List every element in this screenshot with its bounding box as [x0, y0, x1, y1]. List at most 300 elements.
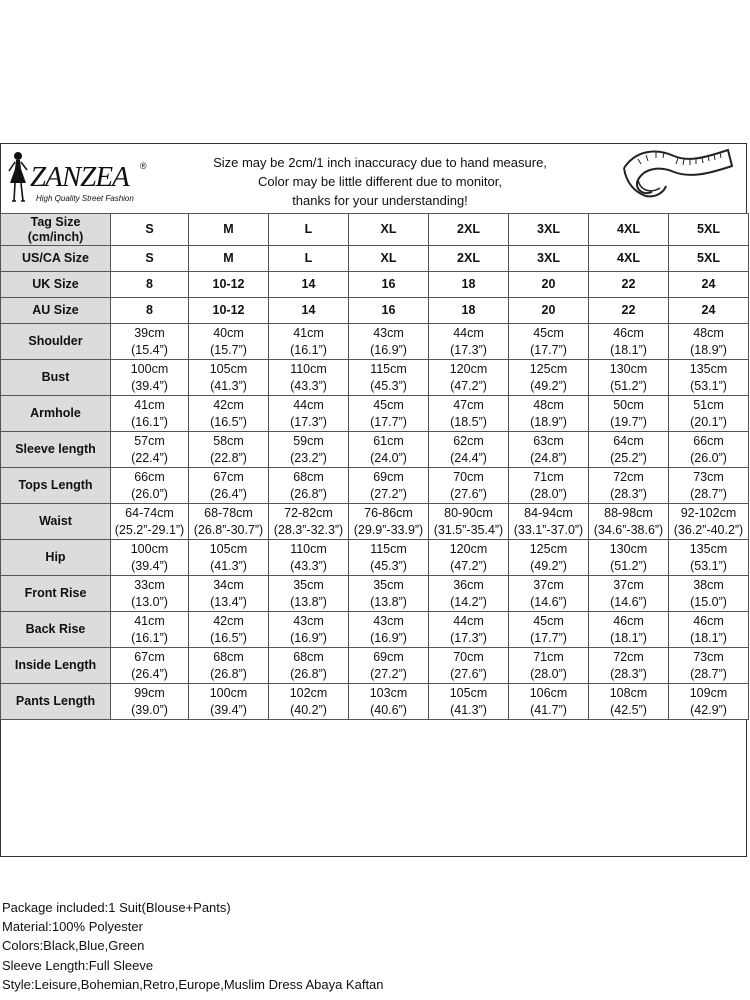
size-chart-sheet: [0, 143, 750, 992]
value-cm: 72-82cm: [284, 505, 333, 520]
note-package: Package included:1 Suit(Blouse+Pants): [2, 900, 231, 915]
value-cm: 105cm: [449, 685, 488, 700]
value-cm: 68cm: [213, 649, 244, 664]
value-inch: (23.2”): [290, 450, 327, 465]
measurement-cell: [111, 360, 189, 396]
value-cm: 37cm: [613, 577, 644, 592]
value-cm: 45cm: [533, 325, 564, 340]
product-notes: [2, 898, 384, 994]
measurement-row: [1, 684, 749, 720]
measurement-cell: [669, 540, 749, 576]
value-inch: (39.0”): [131, 702, 168, 717]
value-inch: (39.4”): [131, 558, 168, 573]
value-inch: (22.8”): [210, 450, 247, 465]
value-inch: (13.0”): [131, 594, 168, 609]
size-header-row: [1, 214, 749, 246]
value-inch: (24.8”): [530, 450, 567, 465]
value-inch: (13.8”): [290, 594, 327, 609]
value-inch: (41.3”): [210, 378, 247, 393]
value-inch: (18.1”): [690, 630, 727, 645]
value-inch: (27.2”): [370, 486, 407, 501]
value-cm: 68cm: [293, 469, 324, 484]
size-cell: L: [269, 214, 349, 246]
size-cell: 8: [111, 272, 189, 298]
value-inch: (26.8”): [210, 666, 247, 681]
value-cm: 48cm: [693, 325, 724, 340]
value-cm: 100cm: [130, 541, 169, 556]
measurement-cell: [509, 360, 589, 396]
value-inch: (17.3”): [450, 630, 487, 645]
value-inch: (15.7”): [210, 342, 247, 357]
value-cm: 44cm: [453, 613, 484, 628]
value-cm: 120cm: [449, 361, 488, 376]
value-cm: 39cm: [134, 325, 165, 340]
value-cm: 102cm: [289, 685, 328, 700]
measurement-cell: [669, 612, 749, 648]
value-inch: (16.5”): [210, 414, 247, 429]
value-inch: (53.1”): [690, 378, 727, 393]
value-inch: (45.3”): [370, 558, 407, 573]
row-label: Back Rise: [1, 612, 111, 648]
value-inch: (17.7”): [530, 630, 567, 645]
value-cm: 66cm: [134, 469, 165, 484]
value-inch: (16.1”): [131, 414, 168, 429]
value-inch: (42.5”): [610, 702, 647, 717]
value-cm: 45cm: [373, 397, 404, 412]
measurement-cell: [349, 324, 429, 360]
woman-silhouette-icon: [4, 149, 32, 207]
row-label: Bust: [1, 360, 111, 396]
value-cm: 50cm: [613, 397, 644, 412]
value-inch: (27.2”): [370, 666, 407, 681]
value-cm: 43cm: [373, 613, 404, 628]
value-inch: (33.1”-37.0”): [513, 522, 584, 537]
measurement-cell: [429, 612, 509, 648]
measurement-cell: [589, 468, 669, 504]
value-cm: 61cm: [373, 433, 404, 448]
value-inch: (31.5”-35.4”): [433, 522, 504, 537]
measurement-cell: [189, 468, 269, 504]
measurement-cell: [669, 360, 749, 396]
value-cm: 108cm: [609, 685, 648, 700]
value-inch: (26.0”): [690, 450, 727, 465]
size-cell: 5XL: [669, 246, 749, 272]
size-cell: 24: [669, 272, 749, 298]
value-inch: (14.2”): [450, 594, 487, 609]
measurement-cell: [589, 612, 669, 648]
value-cm: 33cm: [134, 577, 165, 592]
row-label: Hip: [1, 540, 111, 576]
value-cm: 110cm: [290, 541, 327, 556]
value-cm: 109cm: [689, 685, 728, 700]
row-label: Inside Length: [1, 648, 111, 684]
value-cm: 46cm: [693, 613, 724, 628]
value-cm: 36cm: [453, 577, 484, 592]
value-cm: 100cm: [209, 685, 248, 700]
value-cm: 44cm: [453, 325, 484, 340]
value-cm: 69cm: [373, 649, 404, 664]
value-inch: (43.3”): [290, 558, 327, 573]
value-cm: 51cm: [693, 397, 724, 412]
value-inch: (25.2”-29.1”): [114, 522, 185, 537]
measurement-row: [1, 648, 749, 684]
measurement-cell: [589, 396, 669, 432]
measurement-cell: [349, 504, 429, 540]
value-inch: (14.6”): [610, 594, 647, 609]
measuring-tape-icon: [616, 146, 736, 208]
note-material: Material:100% Polyester: [2, 919, 143, 935]
row-label: UK Size: [1, 272, 111, 298]
value-cm: 67cm: [134, 649, 165, 664]
value-cm: 41cm: [134, 613, 165, 628]
value-cm: 59cm: [293, 433, 324, 448]
size-cell: 20: [509, 272, 589, 298]
measurement-cell: [269, 576, 349, 612]
measurement-cell: [669, 468, 749, 504]
note-style: Style:Leisure,Bohemian,Retro,Europe,Muslim Dress Abaya Kaftan: [2, 976, 384, 992]
value-inch: (40.2”): [290, 702, 327, 717]
value-inch: (26.8”): [290, 666, 327, 681]
value-inch: (39.4”): [210, 702, 247, 717]
value-cm: 68cm: [293, 649, 324, 664]
value-inch: (27.6”): [450, 486, 487, 501]
value-cm: 106cm: [529, 685, 568, 700]
measurement-cell: [509, 684, 589, 720]
measurement-cell: [589, 540, 669, 576]
measurement-cell: [589, 360, 669, 396]
size-cell: 16: [349, 272, 429, 298]
measurement-cell: [429, 468, 509, 504]
value-inch: (28.0”): [530, 486, 567, 501]
measurement-cell: [111, 576, 189, 612]
measurement-cell: [589, 324, 669, 360]
value-inch: (47.2”): [450, 378, 487, 393]
measurement-cell: [269, 504, 349, 540]
measurement-cell: [349, 468, 429, 504]
value-cm: 69cm: [373, 469, 404, 484]
measurement-cell: [111, 612, 189, 648]
measurement-cell: [111, 504, 189, 540]
value-inch: (24.0”): [370, 450, 407, 465]
measurement-cell: [189, 360, 269, 396]
size-cell: 2XL: [429, 214, 509, 246]
value-inch: (43.3”): [290, 378, 327, 393]
value-inch: (28.3”): [610, 486, 647, 501]
value-cm: 115cm: [370, 361, 407, 376]
value-inch: (15.0”): [690, 594, 727, 609]
row-label: Tops Length: [1, 468, 111, 504]
measurement-cell: [269, 468, 349, 504]
value-cm: 125cm: [529, 361, 568, 376]
measurement-cell: [429, 324, 509, 360]
value-cm: 92-102cm: [680, 505, 737, 520]
measurement-cell: [269, 648, 349, 684]
measurement-cell: [189, 540, 269, 576]
size-cell: 5XL: [669, 214, 749, 246]
value-inch: (14.6”): [530, 594, 567, 609]
row-label: Shoulder: [1, 324, 111, 360]
value-cm: 57cm: [134, 433, 165, 448]
measurement-cell: [269, 396, 349, 432]
row-label: Waist: [1, 504, 111, 540]
measurement-cell: [189, 648, 269, 684]
measurement-cell: [111, 324, 189, 360]
value-inch: (26.8”): [290, 486, 327, 501]
measurement-cell: [509, 468, 589, 504]
value-inch: (41.3”): [210, 558, 247, 573]
value-inch: (16.5”): [210, 630, 247, 645]
value-cm: 44cm: [293, 397, 324, 412]
value-cm: 73cm: [693, 469, 724, 484]
value-inch: (18.1”): [610, 630, 647, 645]
measurement-cell: [429, 360, 509, 396]
size-cell: 4XL: [589, 246, 669, 272]
value-inch: (22.4”): [131, 450, 168, 465]
measurement-row: [1, 540, 749, 576]
row-label: AU Size: [1, 298, 111, 324]
size-cell: 16: [349, 298, 429, 324]
value-cm: 73cm: [693, 649, 724, 664]
value-cm: 135cm: [689, 361, 728, 376]
measurement-cell: [189, 576, 269, 612]
registered-mark: ®: [140, 161, 147, 171]
value-cm: 72cm: [613, 649, 644, 664]
measurement-cell: [509, 648, 589, 684]
brand-name: ZANZEA: [30, 161, 129, 193]
size-cell: M: [189, 246, 269, 272]
measurement-cell: [269, 540, 349, 576]
value-inch: (18.9”): [690, 342, 727, 357]
measurement-cell: [349, 612, 429, 648]
notice-line: Color may be little different due to monitor,: [258, 174, 502, 189]
size-cell: L: [269, 246, 349, 272]
size-cell: 24: [669, 298, 749, 324]
value-cm: 71cm: [533, 469, 564, 484]
value-cm: 110cm: [290, 361, 327, 376]
measurement-cell: [669, 396, 749, 432]
size-cell: XL: [349, 214, 429, 246]
measurement-cell: [509, 612, 589, 648]
value-inch: (20.1”): [690, 414, 727, 429]
measurement-cell: [111, 540, 189, 576]
measurement-cell: [429, 504, 509, 540]
brand-logo: [4, 149, 154, 209]
value-cm: 35cm: [293, 577, 324, 592]
measurement-cell: [189, 432, 269, 468]
size-cell: 14: [269, 272, 349, 298]
value-inch: (16.9”): [370, 342, 407, 357]
measurement-cell: [669, 432, 749, 468]
value-cm: 99cm: [134, 685, 165, 700]
measurement-cell: [429, 576, 509, 612]
measurement-cell: [269, 612, 349, 648]
value-cm: 84-94cm: [524, 505, 573, 520]
measurement-notice: [160, 153, 600, 210]
value-cm: 40cm: [213, 325, 244, 340]
measurement-cell: [111, 396, 189, 432]
measurement-cell: [669, 324, 749, 360]
row-label: Tag Size (cm/inch): [1, 214, 111, 246]
size-cell: 10-12: [189, 298, 269, 324]
value-inch: (17.7”): [370, 414, 407, 429]
value-cm: 120cm: [449, 541, 488, 556]
value-cm: 130cm: [609, 361, 648, 376]
measurement-cell: [429, 648, 509, 684]
value-inch: (24.4”): [450, 450, 487, 465]
value-inch: (49.2”): [530, 378, 567, 393]
value-inch: (26.4”): [210, 486, 247, 501]
value-inch: (53.1”): [690, 558, 727, 573]
size-header-row: [1, 298, 749, 324]
measurement-cell: [269, 324, 349, 360]
measurement-cell: [669, 576, 749, 612]
value-inch: (17.3”): [290, 414, 327, 429]
value-inch: (13.4”): [210, 594, 247, 609]
value-inch: (47.2”): [450, 558, 487, 573]
value-inch: (15.4”): [131, 342, 168, 357]
measurement-cell: [349, 396, 429, 432]
note-sleeve: Sleeve Length:Full Sleeve: [2, 957, 154, 973]
size-cell: XL: [349, 246, 429, 272]
value-inch: (51.2”): [610, 378, 647, 393]
value-inch: (13.8”): [370, 594, 407, 609]
row-label: Pants Length: [1, 684, 111, 720]
value-inch: (41.3”): [450, 702, 487, 717]
value-cm: 64cm: [613, 433, 644, 448]
value-inch: (28.7”): [690, 486, 727, 501]
value-cm: 67cm: [213, 469, 244, 484]
value-inch: (18.1”): [610, 342, 647, 357]
value-cm: 43cm: [373, 325, 404, 340]
value-inch: (16.1”): [290, 342, 327, 357]
value-cm: 41cm: [293, 325, 324, 340]
value-cm: 45cm: [533, 613, 564, 628]
measurement-cell: [111, 468, 189, 504]
value-cm: 76-86cm: [364, 505, 413, 520]
value-inch: (19.7”): [610, 414, 647, 429]
chart-header: [0, 143, 750, 213]
measurement-cell: [429, 540, 509, 576]
value-cm: 35cm: [373, 577, 404, 592]
measurement-cell: [189, 504, 269, 540]
size-cell: 14: [269, 298, 349, 324]
size-cell: 18: [429, 272, 509, 298]
row-label: Armhole: [1, 396, 111, 432]
row-label: US/CA Size: [1, 246, 111, 272]
value-inch: (51.2”): [610, 558, 647, 573]
value-cm: 37cm: [533, 577, 564, 592]
value-cm: 58cm: [213, 433, 244, 448]
measurement-cell: [429, 396, 509, 432]
measurement-cell: [349, 648, 429, 684]
row-label: Sleeve length: [1, 432, 111, 468]
measurement-cell: [589, 684, 669, 720]
value-inch: (40.6”): [370, 702, 407, 717]
value-inch: (28.7”): [690, 666, 727, 681]
value-cm: 100cm: [130, 361, 169, 376]
value-inch: (34.6”-38.6”): [593, 522, 664, 537]
value-inch: (42.9”): [690, 702, 727, 717]
brand-tagline: High Quality Street Fashion: [36, 194, 134, 203]
measurement-cell: [349, 432, 429, 468]
size-cell: 2XL: [429, 246, 509, 272]
value-cm: 34cm: [213, 577, 244, 592]
value-cm: 70cm: [453, 469, 484, 484]
measurement-cell: [669, 684, 749, 720]
value-cm: 135cm: [689, 541, 728, 556]
measurement-cell: [589, 504, 669, 540]
value-cm: 125cm: [529, 541, 568, 556]
value-inch: (16.1”): [131, 630, 168, 645]
value-inch: (27.6”): [450, 666, 487, 681]
value-cm: 42cm: [213, 613, 244, 628]
note-colors: Colors:Black,Blue,Green: [2, 938, 145, 954]
measurement-cell: [189, 684, 269, 720]
value-cm: 88-98cm: [604, 505, 653, 520]
measurement-cell: [111, 684, 189, 720]
value-inch: (26.4”): [131, 666, 168, 681]
measurement-cell: [349, 684, 429, 720]
measurement-cell: [509, 396, 589, 432]
value-cm: 68-78cm: [204, 505, 253, 520]
measurement-cell: [269, 360, 349, 396]
value-cm: 70cm: [453, 649, 484, 664]
value-inch: (26.8”-30.7”): [193, 522, 264, 537]
value-cm: 64-74cm: [125, 505, 174, 520]
measurement-cell: [509, 540, 589, 576]
value-cm: 105cm: [209, 541, 248, 556]
value-cm: 46cm: [613, 325, 644, 340]
measurement-cell: [589, 576, 669, 612]
value-cm: 47cm: [453, 397, 484, 412]
size-cell: 10-12: [189, 272, 269, 298]
notice-line: Size may be 2cm/1 inch inaccuracy due to hand measure,: [213, 155, 547, 170]
value-cm: 62cm: [453, 433, 484, 448]
value-cm: 130cm: [609, 541, 648, 556]
size-cell: 8: [111, 298, 189, 324]
value-cm: 42cm: [213, 397, 244, 412]
value-cm: 115cm: [370, 541, 407, 556]
value-inch: (39.4”): [131, 378, 168, 393]
notice-line: thanks for your understanding!: [292, 193, 468, 208]
size-cell: 22: [589, 272, 669, 298]
size-cell: S: [111, 246, 189, 272]
value-cm: 71cm: [533, 649, 564, 664]
measurement-cell: [189, 396, 269, 432]
value-cm: 48cm: [533, 397, 564, 412]
value-cm: 38cm: [693, 577, 724, 592]
value-cm: 41cm: [134, 397, 165, 412]
measurement-cell: [589, 648, 669, 684]
value-inch: (28.0”): [530, 666, 567, 681]
size-cell: 4XL: [589, 214, 669, 246]
measurement-row: [1, 396, 749, 432]
measurement-row: [1, 612, 749, 648]
value-cm: 105cm: [209, 361, 248, 376]
value-cm: 43cm: [293, 613, 324, 628]
measurement-cell: [111, 648, 189, 684]
measurement-row: [1, 576, 749, 612]
measurement-cell: [429, 684, 509, 720]
value-inch: (45.3”): [370, 378, 407, 393]
measurement-cell: [509, 576, 589, 612]
value-cm: 63cm: [533, 433, 564, 448]
measurement-cell: [269, 432, 349, 468]
measurement-cell: [189, 324, 269, 360]
value-inch: (16.9”): [290, 630, 327, 645]
value-cm: 80-90cm: [444, 505, 493, 520]
measurement-cell: [509, 432, 589, 468]
